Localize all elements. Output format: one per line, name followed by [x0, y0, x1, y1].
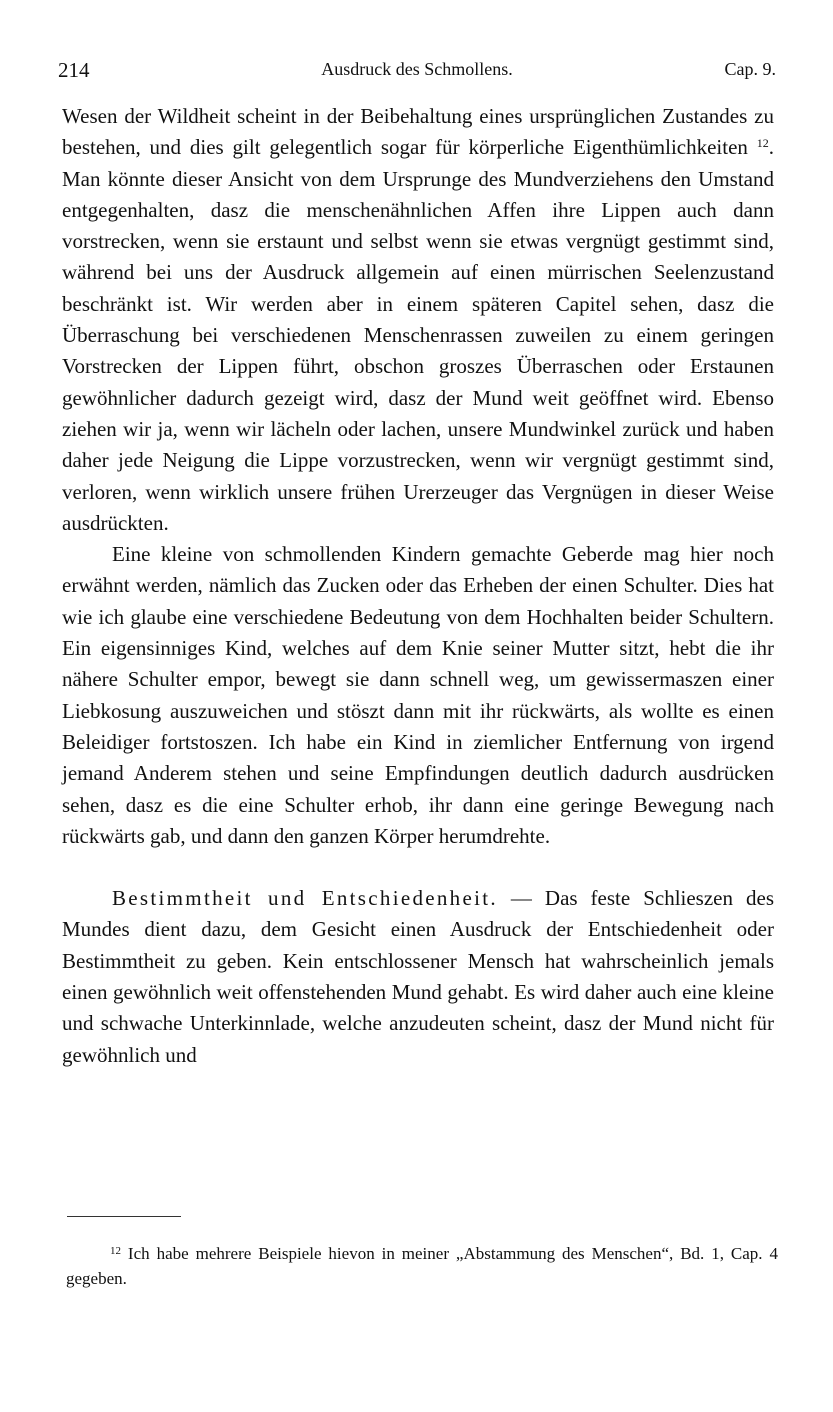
paragraph-2: Eine kleine von schmollenden Kindern gemachte Geberde mag hier noch erwähnt werden, nämlich das Zucken oder das Erheben der einen Schulter. Dies hat wie ich glaube eine verschiedene Bedeutung von dem Hochhalten beider Schultern. Ein eigensinniges Kind, welches auf dem Knie seiner Mutter sitzt, hebt die ihr nähere Schulter empor, bewegt sie dann schnell weg, um gewissermaszen einer Liebkosung auszuweichen und stöszt dann mit ihr rückwärts, als wollte es einen Beleidiger fortstoszen. Ich habe ein Kind in ziemlicher Entfernung von irgend jemand Anderem stehen und seine Empfindungen deutlich dadurch ausdrücken sehen, dasz es die eine Schulter erhob, ihr dann eine geringe Bewegung nach rückwärts gab, und dann den ganzen Körper herumdrehte. — [62, 542, 774, 848]
page-number: 214 — [58, 58, 90, 82]
running-header — [58, 52, 776, 82]
footnote — [66, 1241, 778, 1291]
section-gap — [62, 852, 774, 883]
paragraph-1-text-b: . Man könnte dieser Ansicht von dem Ursprunge des Mundverziehens den Umstand entgegenhalten, dasz die menschenähnlichen Affen ihre Lippen auch dann vorstrecken, wenn sie erstaunt und selbst wenn sie etwas vergnügt gestimmt sind, während bei uns der Ausdruck allgemein auf einen mürrischen Seelenzustand beschränkt ist. Wir werden aber in einem späteren Capitel sehen, dasz die Überraschung bei verschiedenen Menschenrassen zuweilen zu einem geringen Vorstrecken der Lippen führt, obschon groszes Überraschen oder Erstaunen gewöhnlicher dadurch gezeigt wird, dasz der Mund weit geöffnet wird. Ebenso ziehen wir ja, wenn wir lächeln oder lachen, unsere Mundwinkel zurück und haben daher jede Neigung die Lippe vorzustrecken, wenn wir vergnügt gestimmt sind, verloren, wenn wirklich unsere frühen Urerzeuger das Vergnügen in dieser Weise ausdrückten. — [62, 135, 775, 535]
paragraph-1 — [62, 101, 774, 539]
running-title: Ausdruck des Schmollens. — [321, 59, 513, 79]
footnote-mark: 12 — [110, 1245, 121, 1257]
paragraph-1-text-a: Wesen der Wildheit scheint in der Beibehaltung eines ursprünglichen Zustandes zu bestehen, und dies gilt gelegentlich sogar für körperliche Eigenthümlichkeiten — [62, 104, 774, 160]
footnote-reference: 12 — [756, 136, 769, 151]
footnote-text-line — [66, 1241, 778, 1291]
section-heading: Bestimmtheit und Entschiedenheit. — [112, 886, 498, 911]
chapter-reference: Cap. 9. — [724, 59, 776, 79]
section-text: — Das feste Schlieszen des Mundes dient dazu, dem Gesicht einen Ausdruck der Entschiedenheit oder Bestimmtheit zu geben. Kein entschlossener Mensch hat wahrscheinlich jemals einen gewöhnlich weit offenstehenden Mund gehabt. Es wird daher auch eine kleine und schwache Unterkinnlade, welche anzudeuten scheint, dasz der Mund nicht für gewöhnlich und — [62, 886, 774, 1067]
section-paragraph — [62, 883, 774, 1071]
body-text — [62, 101, 774, 1071]
footnote-text: Ich habe mehrere Beispiele hievon in meiner „Abstammung des Menschen“, Bd. 1, Cap. 4 gegeben. — [66, 1244, 778, 1288]
footnote-divider — [67, 1216, 181, 1217]
